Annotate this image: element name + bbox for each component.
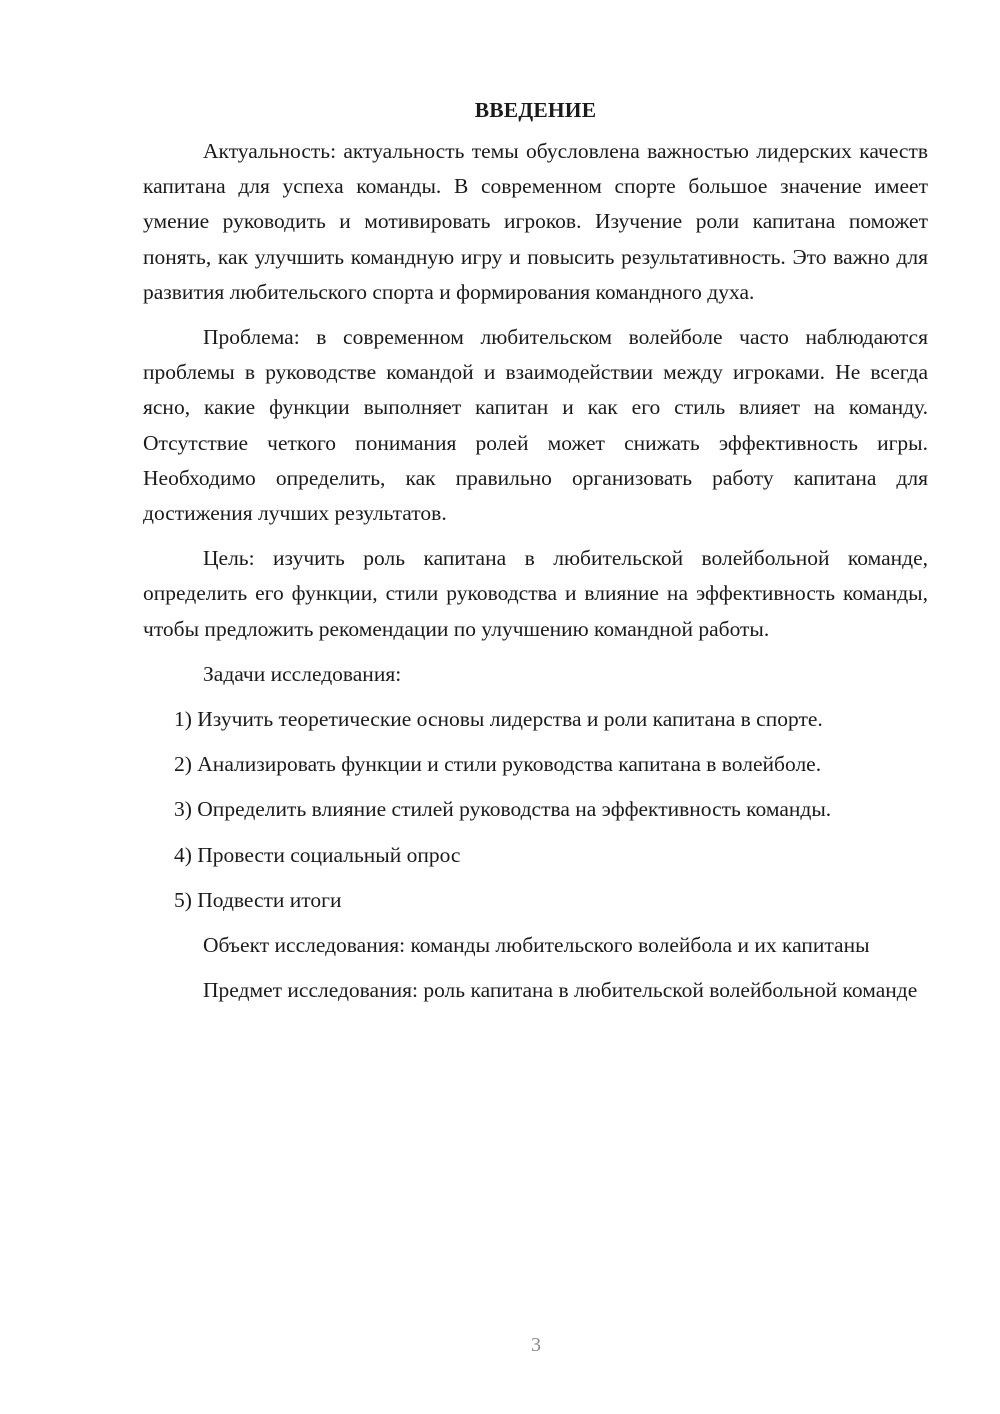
task-item-5: 5) Подвести итоги	[174, 887, 342, 912]
page-content	[143, 94, 928, 1018]
page-title: ВВЕДЕНИЕ	[474, 98, 597, 122]
task-item-1: 1) Изучить теоретические основы лидерства и роли капитана в спорте.	[174, 707, 823, 732]
paragraph-relevance: Актуальность: актуальность темы обусловлена важностью лидерских качеств капитана для успеха команды. В современном спорте большое значение имеет умение руководить и мотивировать игроков. Изучение роли капитана поможет понять, как улучшить командную игру и повысить результативность. Это важно для развития любительского спорта и формирования командного духа.	[143, 139, 928, 304]
paragraph-problem: Проблема: в современном любительском волейболе часто наблюдаются проблемы в руководстве командой и взаимодействии между игроками. Не всегда ясно, какие функции выполняет капитан и как его стиль влияет на команду. Отсутствие четкого понимания ролей может снижать эффективность игры. Необходимо определить, как правильно организовать работу капитана для достижения лучших результатов.	[143, 325, 928, 526]
paragraph-object: Объект исследования: команды любительского волейбола и их капитаны	[203, 933, 870, 958]
paragraph-goal: Цель: изучить роль капитана в любительской волейбольной команде, определить его функции, стили руководства и влияние на эффективность команды, чтобы предложить рекомендации по улучшению командной работы.	[143, 546, 928, 641]
task-item-3: 3) Определить влияние стилей руководства на эффективность команды.	[174, 797, 832, 822]
task-item-4: 4) Провести социальный опрос	[174, 842, 461, 867]
tasks-heading: Задачи исследования:	[203, 661, 402, 686]
page-number: 3	[531, 1334, 541, 1356]
task-item-2: 2) Анализировать функции и стили руководства капитана в волейболе.	[174, 752, 822, 777]
paragraph-subject: Предмет исследования: роль капитана в любительской волейбольной команде	[203, 978, 918, 1003]
